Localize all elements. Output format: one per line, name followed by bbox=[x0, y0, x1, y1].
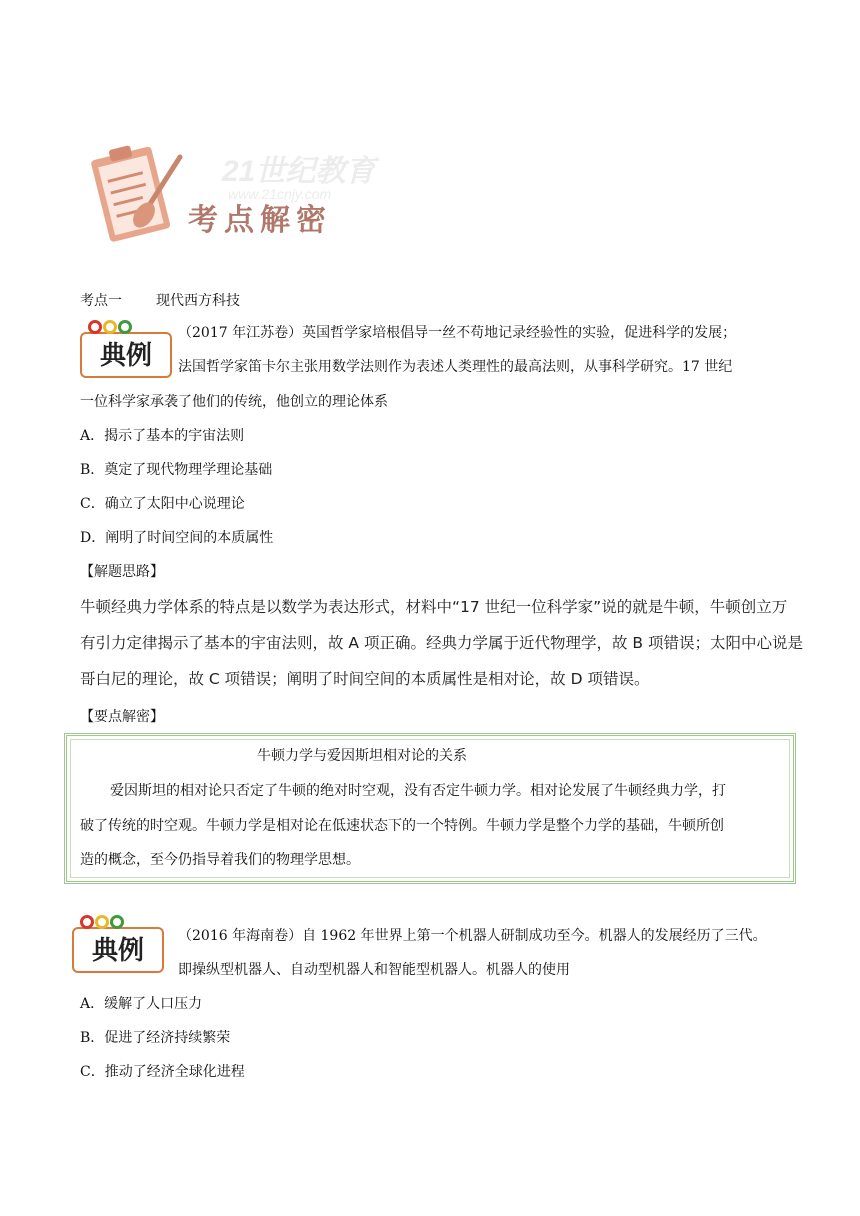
badge-text: 典例 bbox=[91, 936, 144, 966]
solution-line: 哥白尼的理论，故 C 项错误；阐明了时间空间的本质属性是相对论，故 D 项错误。 bbox=[80, 670, 650, 688]
solution-line: 牛顿经典力学体系的特点是以数学为表达形式，材料中“17 世纪一位科学家”说的就是牛顿，牛顿创立万 bbox=[80, 598, 788, 616]
keypoints-line: 破了传统的时空观。牛顿力学是相对论在低速状态下的一个特例。牛顿力学是整个力学的基础，牛顿所创 bbox=[80, 818, 724, 834]
green-dot-icon bbox=[118, 320, 132, 334]
red-dot-icon bbox=[80, 915, 94, 929]
example-badge-2 bbox=[72, 915, 166, 975]
yellow-dot-icon bbox=[95, 915, 109, 929]
green-dot-icon bbox=[110, 915, 124, 929]
example-badge-1 bbox=[80, 320, 174, 380]
option-a: A．揭示了基本的宇宙法则 bbox=[80, 428, 245, 444]
yellow-dot-icon bbox=[103, 320, 117, 334]
keypoints-title: 牛顿力学与爱因斯坦相对论的关系 bbox=[257, 748, 467, 764]
section-label: 考点一 bbox=[80, 293, 122, 309]
option-d: D．阐明了时间空间的本质属性 bbox=[80, 530, 274, 546]
question-line: （2017 年江苏卷）英国哲学家培根倡导一丝不苟地记录经验性的实验，促进科学的发展； bbox=[178, 325, 737, 341]
question-line: 即操纵型机器人、自动型机器人和智能型机器人。机器人的使用 bbox=[178, 962, 570, 978]
keypoints-line: 造的概念，至今仍指导着我们的物理学思想。 bbox=[80, 852, 360, 868]
option-b: B．奠定了现代物理学理论基础 bbox=[80, 462, 273, 478]
question-line: （2016 年海南卷）自 1962 年世界上第一个机器人研制成功至今。机器人的发展经历了三代。 bbox=[178, 928, 767, 944]
banner-watermark-sub: www.21cnjy.com bbox=[228, 186, 332, 202]
option-c: C．推动了经济全球化进程 bbox=[80, 1064, 245, 1080]
question-line: 法国哲学家笛卡尔主张用数学法则作为表述人类理性的最高法则，从事科学研究。17 世纪 bbox=[178, 359, 733, 375]
keypoints-heading: 【要点解密】 bbox=[80, 709, 164, 725]
keypoints-line: 爱因斯坦的相对论只否定了牛顿的绝对时空观，没有否定牛顿力学。相对论发展了牛顿经典力学，打 bbox=[110, 783, 726, 799]
solution-heading: 【解题思路】 bbox=[80, 564, 164, 580]
section-topic: 现代西方科技 bbox=[156, 293, 240, 309]
option-a: A．缓解了人口压力 bbox=[80, 996, 203, 1012]
option-b: B．促进了经济持续繁荣 bbox=[80, 1030, 231, 1046]
banner-title: 考点解密 bbox=[188, 203, 332, 238]
red-dot-icon bbox=[88, 320, 102, 334]
option-c: C．确立了太阳中心说理论 bbox=[80, 496, 245, 512]
badge-text: 典例 bbox=[99, 341, 152, 371]
solution-line: 有引力定律揭示了基本的宇宙法则，故 A 项正确。经典力学属于近代物理学，故 B 项错误；太阳中心说是 bbox=[80, 634, 803, 652]
question-line: 一位科学家承袭了他们的传统，他创立的理论体系 bbox=[80, 394, 388, 410]
banner-watermark: 21世纪教育 bbox=[222, 155, 376, 188]
